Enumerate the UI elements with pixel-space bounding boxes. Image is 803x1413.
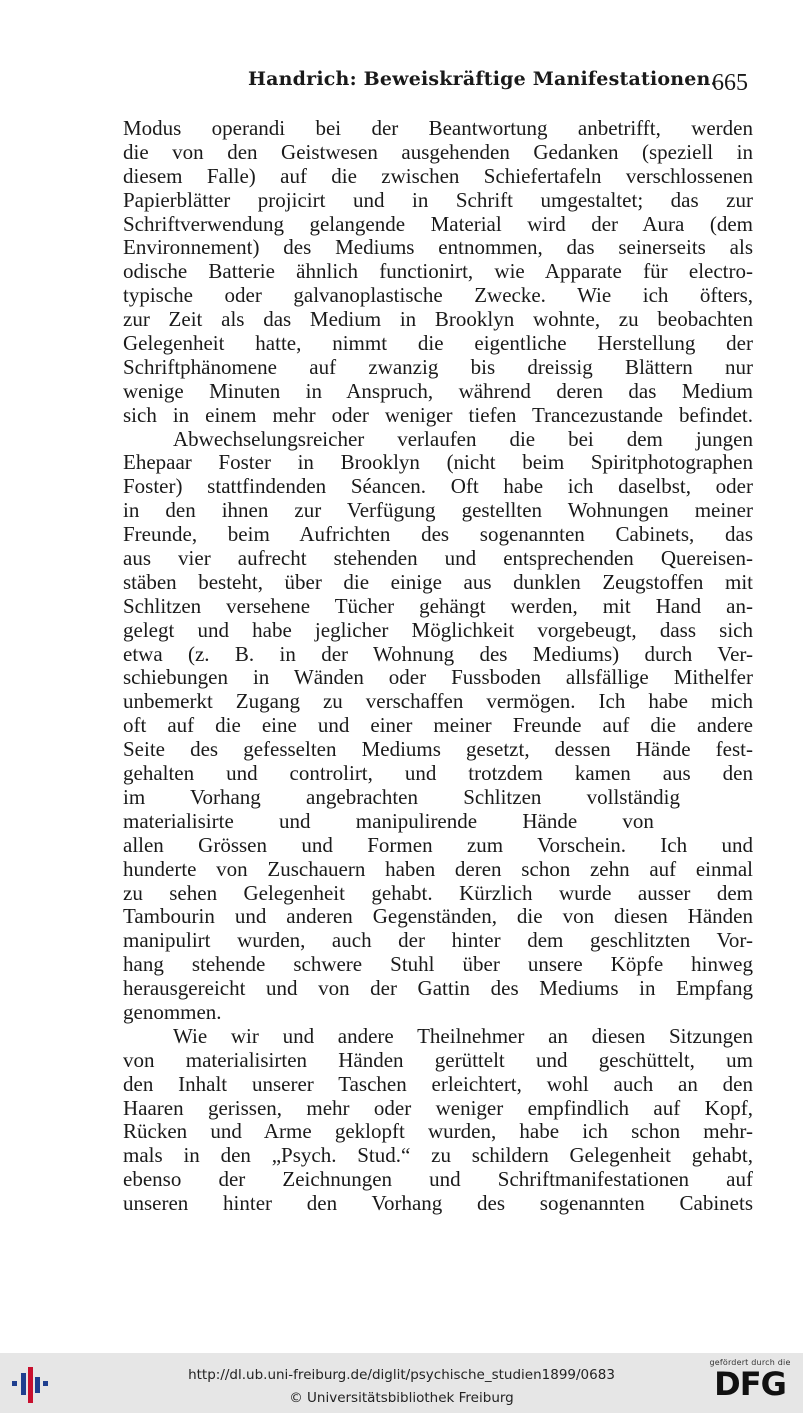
text-line — [123, 714, 753, 738]
text-line — [123, 332, 753, 356]
text-line-content: schiebungen in Wänden oder Fussboden allsfällige Mithelfer — [123, 665, 753, 690]
text-line-content: Rücken und Arme geklopft wurden, habe ich schon mehr- — [123, 1119, 753, 1144]
text-line — [123, 1120, 753, 1144]
text-line-content: gelegt und habe jeglicher Möglichkeit vorgebeugt, dass sich — [123, 617, 753, 642]
text-line — [123, 905, 753, 929]
text-line-content: unbemerkt Zugang zu verschaffen vermögen. Ich habe mich — [123, 689, 753, 714]
footer-bar — [0, 1353, 803, 1413]
running-title: Handrich: Beweiskräftige Manifestationen. — [248, 68, 718, 90]
text-line-content: gehalten und controlirt, und trotzdem kamen aus den — [123, 761, 753, 786]
text-line — [123, 499, 753, 523]
text-line-content: Modus operandi bei der Beantwortung anbetrifft, werden — [123, 116, 753, 140]
text-line — [123, 858, 753, 882]
text-line-content: Schriftphänomene auf zwanzig bis dreissig Blättern nur — [123, 354, 753, 379]
text-line-content: Schlitzen versehene Tücher gehängt werden, mit Hand an- — [123, 593, 753, 618]
body-text — [123, 117, 753, 1216]
permalink-url[interactable]: http://dl.ub.uni-freiburg.de/diglit/psychische_studien1899/0683 — [188, 1367, 615, 1383]
text-line — [123, 882, 753, 906]
text-line — [123, 475, 753, 499]
text-line-content: typische oder galvanoplastische Zwecke. Wie ich öfters, — [123, 283, 753, 308]
text-line — [123, 595, 753, 619]
text-line — [123, 165, 753, 189]
text-line-content: Freunde, beim Aufrichten des sogenannten Cabinets, das — [123, 522, 753, 547]
text-line — [123, 380, 753, 404]
text-line — [123, 1073, 753, 1097]
text-line-content: Tambourin und anderen Gegenständen, die von diesen Händen — [123, 904, 753, 929]
text-line-content: diesem Falle) auf die zwischen Schiefertafeln verschlossenen — [123, 163, 753, 188]
text-line-content: Schriftverwendung gelangende Material wird der Aura (dem — [123, 211, 753, 236]
text-line-content: in den ihnen zur Verfügung gestellten Wohnungen meiner — [123, 498, 753, 523]
text-line-content: aus vier aufrecht stehenden und entsprechenden Quereisen- — [123, 546, 753, 571]
text-line — [123, 977, 753, 1001]
text-line — [123, 141, 753, 165]
text-line-content: stäben besteht, über die einige aus dunklen Zeugstoffen mit — [123, 569, 753, 594]
text-line-content: Wie wir und andere Theilnehmer an diesen Sitzungen — [173, 1023, 753, 1048]
text-line-content: Foster) stattfindenden Séancen. Oft habe ich daselbst, oder — [123, 474, 753, 499]
text-line-content: genommen. — [123, 999, 222, 1024]
text-line — [123, 451, 753, 475]
text-line — [123, 404, 753, 428]
text-line — [123, 189, 753, 213]
dfg-caption: gefördert durch die — [709, 1358, 791, 1367]
text-line — [123, 690, 753, 714]
text-line — [123, 1144, 753, 1168]
text-line-content: unseren hinter den Vorhang des sogenannten Cabinets — [123, 1191, 753, 1216]
text-line-content: oft auf die eine und einer meiner Freunde auf die andere — [123, 713, 753, 738]
text-line — [123, 666, 753, 690]
text-line-content: Haaren gerissen, mehr oder weniger empfindlich auf Kopf, — [123, 1095, 753, 1120]
copyright-notice: © Universitätsbibliothek Freiburg — [289, 1390, 514, 1406]
text-line — [123, 523, 753, 547]
text-line — [123, 213, 753, 237]
text-line-content: wenige Minuten in Anspruch, während deren das Medium — [123, 378, 753, 403]
text-line-content: Ehepaar Foster in Brooklyn (nicht beim Spiritphotographen — [123, 450, 753, 475]
text-line — [123, 260, 753, 284]
text-line-content: Environnement) des Mediums entnommen, das seinerseits als — [123, 235, 753, 260]
text-line-content: allen Grössen und Formen zum Vorschein. Ich und — [123, 832, 753, 857]
text-line-content: zur Zeit als das Medium in Brooklyn wohnte, zu beobachten — [123, 307, 753, 332]
text-line-content: etwa (z. B. in der Wohnung des Mediums) durch Ver- — [123, 641, 753, 666]
text-line-content: manipulirt wurden, auch der hinter dem geschlitzten Vor- — [123, 928, 753, 953]
text-line-content: hunderte von Zuschauern haben deren schon zehn auf einmal — [123, 856, 753, 881]
text-line — [123, 738, 753, 762]
text-line-content: materialisirte und manipulirende Hände von — [123, 808, 654, 833]
text-line-content: im Vorhang angebrachten Schlitzen vollständig — [123, 784, 680, 809]
page-number: 665 — [712, 70, 748, 96]
text-line — [123, 236, 753, 260]
text-line — [123, 1192, 753, 1216]
text-line — [123, 571, 753, 595]
text-line-content: den Inhalt unserer Taschen erleichtert, wohl auch an den — [123, 1071, 753, 1096]
text-line-content: die von den Geistwesen ausgehenden Gedanken (speziell in — [123, 139, 753, 164]
text-line — [123, 810, 753, 834]
text-line — [123, 284, 753, 308]
dfg-mark: DFG — [714, 1365, 786, 1403]
text-line-content: von materialisirten Händen gerüttelt und geschüttelt, um — [123, 1047, 753, 1072]
text-line-content: Abwechselungsreicher verlaufen die bei dem jungen — [173, 426, 753, 451]
text-line — [123, 1049, 753, 1073]
text-line — [123, 1168, 753, 1192]
text-line — [123, 619, 753, 643]
text-line-content: Seite des gefesselten Mediums gesetzt, dessen Hände fest- — [123, 737, 753, 762]
text-line — [123, 929, 753, 953]
text-line-content: herausgereicht und von der Gattin des Mediums in Empfang — [123, 976, 753, 1001]
text-line-content: zu sehen Gelegenheit gehabt. Kürzlich wurde ausser dem — [123, 880, 753, 905]
text-line-content: ebenso der Zeichnungen und Schriftmanifestationen auf — [123, 1167, 753, 1192]
text-line — [123, 1097, 753, 1121]
text-line-content: mals in den „Psych. Stud.“ zu schildern Gelegenheit gehabt, — [123, 1143, 753, 1168]
text-line — [123, 308, 753, 332]
text-line — [123, 834, 753, 858]
text-line — [123, 547, 753, 571]
text-line — [123, 953, 753, 977]
text-line-content: sich in einem mehr oder weniger tiefen Trancezustande befindet. — [123, 402, 753, 427]
text-line — [123, 643, 753, 667]
text-line — [123, 356, 753, 380]
text-line-content: hang stehende schwere Stuhl über unsere Köpfe hinweg — [123, 952, 753, 977]
text-line-content: Papierblätter projicirt und in Schrift umgestaltet; das zur — [123, 187, 753, 212]
text-line-content: Gelegenheit hatte, nimmt die eigentliche Herstellung der — [123, 331, 753, 356]
dfg-logo[interactable] — [705, 1358, 795, 1408]
text-line-content: odische Batterie ähnlich functionirt, wie Apparate für electro- — [123, 259, 753, 284]
text-line — [123, 762, 753, 786]
text-line — [123, 1025, 753, 1049]
text-line — [123, 1001, 753, 1025]
text-line — [123, 428, 753, 452]
text-line — [123, 117, 753, 141]
text-line — [123, 786, 753, 810]
